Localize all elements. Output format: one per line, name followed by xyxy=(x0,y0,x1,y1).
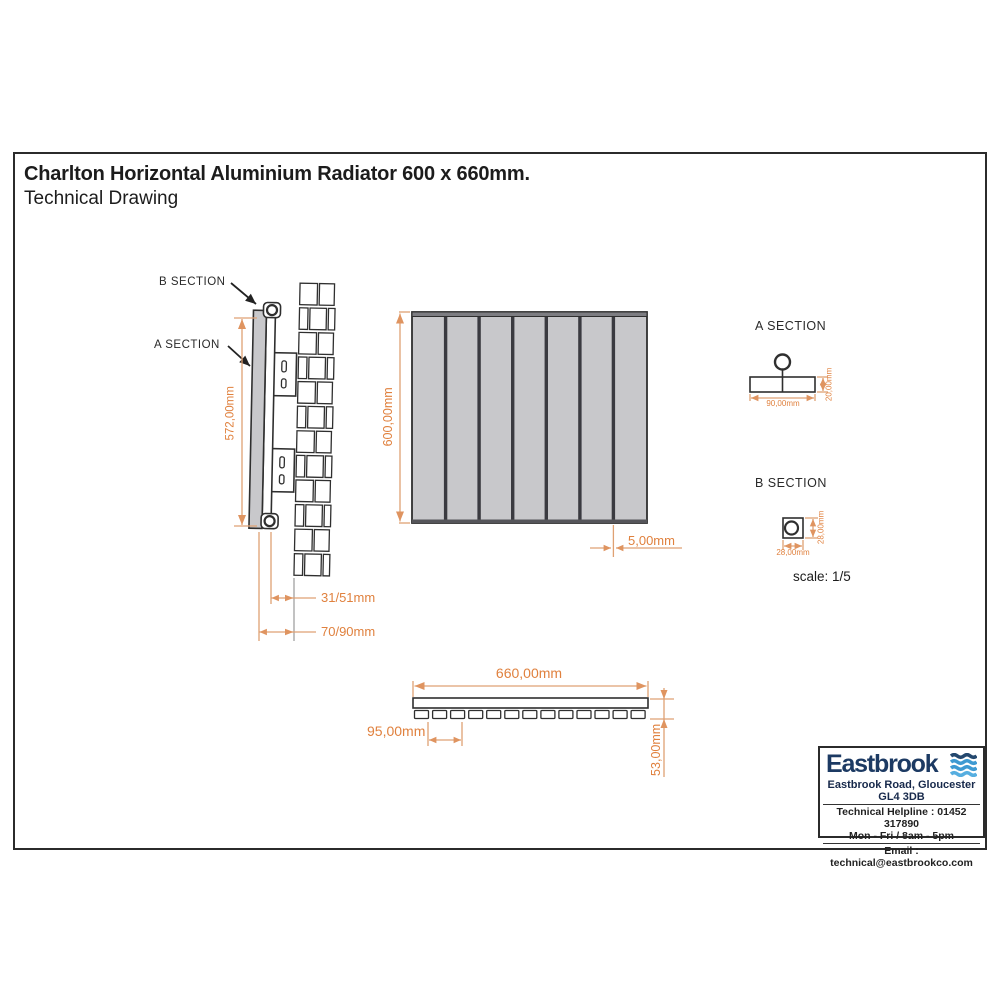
waves-icon xyxy=(950,753,977,777)
top-view xyxy=(413,681,674,777)
brand-logo-text: Eastbrook xyxy=(826,750,938,778)
brick-wall-graphic xyxy=(294,283,336,576)
wall-bracket-top xyxy=(273,353,297,396)
dim-53: 53,00mm xyxy=(649,723,664,776)
dim-5: 5,00mm xyxy=(628,533,675,548)
b-section-callout: B SECTION xyxy=(159,276,226,288)
valve-bottom xyxy=(261,513,278,528)
side-view xyxy=(248,282,336,576)
dim-28-h: 28,00mm xyxy=(776,548,810,557)
dim-660: 660,00mm xyxy=(495,665,563,681)
dim-20: 20,00mm xyxy=(824,367,834,402)
card-divider xyxy=(823,843,980,844)
manufacturer-email: Email : technical@eastbrookco.com xyxy=(830,845,973,869)
valve-top xyxy=(263,302,280,317)
dim-95: 95,00mm xyxy=(367,723,426,739)
dim-90: 90,00mm xyxy=(766,399,800,408)
a-section-detail xyxy=(750,355,828,402)
a-section-title: A SECTION xyxy=(755,319,827,333)
page-title: Charlton Horizontal Aluminium Radiator 600 x 660mm. xyxy=(24,163,530,185)
page-subtitle: Technical Drawing xyxy=(24,188,179,209)
dim-572: 572,00mm xyxy=(224,386,237,441)
top-view-fins xyxy=(415,711,646,719)
card-divider xyxy=(823,804,980,805)
b-section-leader xyxy=(231,283,256,304)
manufacturer-hours: Mon - Fri / 8am - 5pm xyxy=(848,830,954,842)
dim-31-51: 31/51mm xyxy=(321,590,376,605)
a-section-pipe xyxy=(775,355,790,370)
scale-note: scale: 1/5 xyxy=(793,569,851,584)
dim-70-90: 70/90mm xyxy=(321,624,376,639)
manufacturer-address: Eastbrook Road, Gloucester GL4 3DB xyxy=(827,779,976,803)
wall-bracket-bottom xyxy=(271,449,295,492)
b-section-pipe xyxy=(785,522,798,535)
dim-600: 600,00mm xyxy=(381,387,396,447)
brand-row xyxy=(825,750,978,779)
manufacturer-helpline: Technical Helpline : 01452 317890 xyxy=(836,806,967,830)
b-section-title: B SECTION xyxy=(755,476,827,490)
top-view-slab xyxy=(413,698,648,708)
b-section-detail xyxy=(783,518,818,550)
dim-28-v: 28,00mm xyxy=(816,510,826,545)
front-view xyxy=(399,312,682,557)
a-section-callout: A SECTION xyxy=(154,339,220,351)
manufacturer-card xyxy=(818,746,985,869)
